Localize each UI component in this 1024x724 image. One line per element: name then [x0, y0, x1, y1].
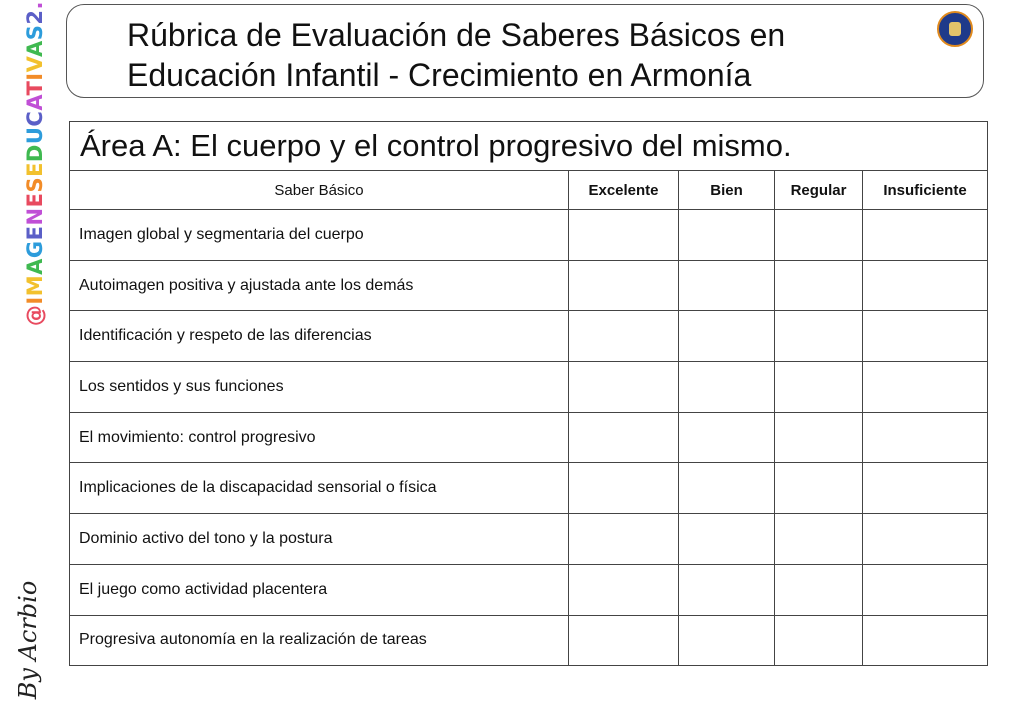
logo-emblem	[949, 22, 961, 36]
grade-cell-excelente[interactable]	[569, 362, 679, 413]
grade-cell-excelente[interactable]	[569, 463, 679, 514]
grade-cell-regular[interactable]	[775, 514, 863, 565]
grade-cell-regular[interactable]	[775, 362, 863, 413]
table-row	[70, 514, 988, 565]
column-header-insuficiente: Insuficiente	[863, 171, 988, 210]
table-row	[70, 615, 988, 666]
table-row	[70, 412, 988, 463]
grade-cell-insuficiente[interactable]	[863, 260, 988, 311]
row-label: Identificación y respeto de las diferencias	[70, 311, 569, 362]
column-header-regular: Regular	[775, 171, 863, 210]
grade-cell-bien[interactable]	[679, 514, 775, 565]
column-header-bien: Bien	[679, 171, 775, 210]
grade-cell-excelente[interactable]	[569, 514, 679, 565]
grade-cell-regular[interactable]	[775, 412, 863, 463]
brand-logo-icon	[937, 11, 973, 47]
grade-cell-excelente[interactable]	[569, 210, 679, 261]
watermark-text: @IMAGENESEDUCATIVAS2.	[23, 1, 47, 327]
grade-cell-insuficiente[interactable]	[863, 615, 988, 666]
grade-cell-excelente[interactable]	[569, 615, 679, 666]
row-label: Imagen global y segmentaria del cuerpo	[70, 210, 569, 261]
row-label: Dominio activo del tono y la postura	[70, 514, 569, 565]
grade-cell-bien[interactable]	[679, 564, 775, 615]
grade-cell-insuficiente[interactable]	[863, 564, 988, 615]
signature-text: By Acrbio	[14, 580, 42, 700]
author-signature	[8, 560, 48, 720]
grade-cell-insuficiente[interactable]	[863, 412, 988, 463]
grade-cell-excelente[interactable]	[569, 412, 679, 463]
grade-cell-excelente[interactable]	[569, 311, 679, 362]
table-row	[70, 260, 988, 311]
grade-cell-regular[interactable]	[775, 210, 863, 261]
grade-cell-regular[interactable]	[775, 311, 863, 362]
grade-cell-excelente[interactable]	[569, 564, 679, 615]
grade-cell-insuficiente[interactable]	[863, 463, 988, 514]
page-title-line-1: Rúbrica de Evaluación de Saberes Básicos en	[127, 17, 786, 53]
grade-cell-insuficiente[interactable]	[863, 210, 988, 261]
grade-cell-bien[interactable]	[679, 615, 775, 666]
area-title: Área A: El cuerpo y el control progresivo del mismo.	[70, 122, 988, 171]
grade-cell-bien[interactable]	[679, 412, 775, 463]
table-row	[70, 311, 988, 362]
column-header-excelente: Excelente	[569, 171, 679, 210]
grade-cell-bien[interactable]	[679, 463, 775, 514]
grade-cell-insuficiente[interactable]	[863, 514, 988, 565]
row-label: El juego como actividad placentera	[70, 564, 569, 615]
rubric-body	[70, 210, 988, 666]
grade-cell-bien[interactable]	[679, 311, 775, 362]
table-row	[70, 210, 988, 261]
grade-cell-bien[interactable]	[679, 210, 775, 261]
table-row	[70, 463, 988, 514]
table-row	[70, 362, 988, 413]
row-label: Implicaciones de la discapacidad sensorial o física	[70, 463, 569, 514]
grade-cell-regular[interactable]	[775, 615, 863, 666]
grade-cell-insuficiente[interactable]	[863, 311, 988, 362]
grade-cell-bien[interactable]	[679, 362, 775, 413]
row-label: Progresiva autonomía en la realización de tareas	[70, 615, 569, 666]
table-row	[70, 564, 988, 615]
grade-cell-regular[interactable]	[775, 260, 863, 311]
area-title-row	[70, 122, 988, 171]
rubric-table	[69, 121, 988, 666]
grade-cell-bien[interactable]	[679, 260, 775, 311]
page-title-line-2: Educación Infantil - Crecimiento en Armonía	[127, 57, 752, 93]
row-label: Autoimagen positiva y ajustada ante los demás	[70, 260, 569, 311]
column-header-row	[70, 171, 988, 210]
row-label: El movimiento: control progresivo	[70, 412, 569, 463]
header-box	[66, 4, 984, 98]
column-header-saber: Saber Básico	[70, 171, 569, 210]
row-label: Los sentidos y sus funciones	[70, 362, 569, 413]
grade-cell-regular[interactable]	[775, 564, 863, 615]
grade-cell-regular[interactable]	[775, 463, 863, 514]
page-title	[127, 15, 927, 95]
grade-cell-excelente[interactable]	[569, 260, 679, 311]
grade-cell-insuficiente[interactable]	[863, 362, 988, 413]
watermark	[22, 1, 48, 327]
